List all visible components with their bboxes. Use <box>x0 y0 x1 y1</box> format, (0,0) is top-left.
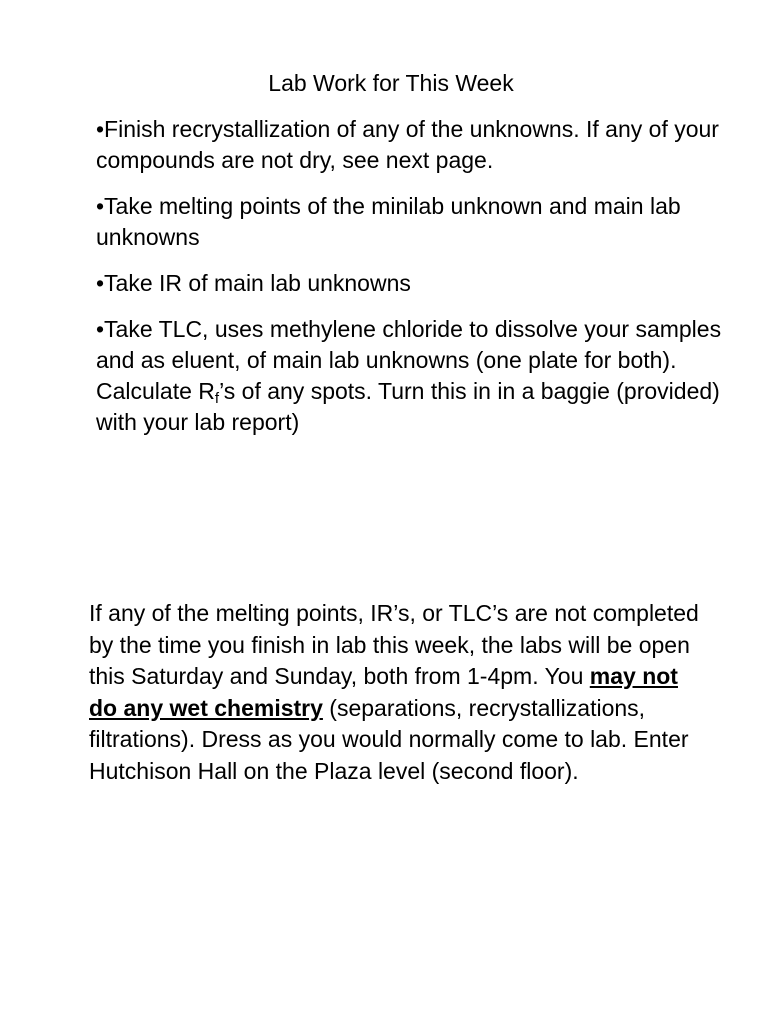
page-title: Lab Work for This Week <box>268 70 514 96</box>
notice-text-end: (separations, recrystallizations, filtrations). Dress as you would normally come to lab. Enter Hutchison Hall on the Plaza level (second floor). <box>89 694 689 784</box>
rf-subscript: f <box>214 390 220 407</box>
task-item-ir: •Take IR of main lab unknowns <box>96 270 411 296</box>
task-item-tlc <box>96 314 736 438</box>
notice-text-start: If any of the melting points, IR’s, or TLC’s are not completed by the time you finish in lab this week, the labs will be open this Saturday and Sunday, both from 1-4pm. You <box>89 600 699 689</box>
tlc-text-start: •Take TLC, uses methylene chloride to dissolve your samples and as eluent, of main lab unknowns (one plate for both). Calculate R <box>96 316 722 404</box>
notice-emphasis: may not do any wet chemistry <box>89 663 678 721</box>
weekend-notice <box>89 598 709 787</box>
task-item-melting-points: •Take melting points of the minilab unknown and main lab unknowns <box>96 193 681 250</box>
tlc-text-end: ’s of any spots. Turn this in in a baggie (provided) with your lab report) <box>96 378 720 435</box>
task-item-recrystallization: •Finish recrystallization of any of the unknowns. If any of your compounds are not dry, see next page. <box>96 116 719 173</box>
task-list <box>96 114 736 453</box>
